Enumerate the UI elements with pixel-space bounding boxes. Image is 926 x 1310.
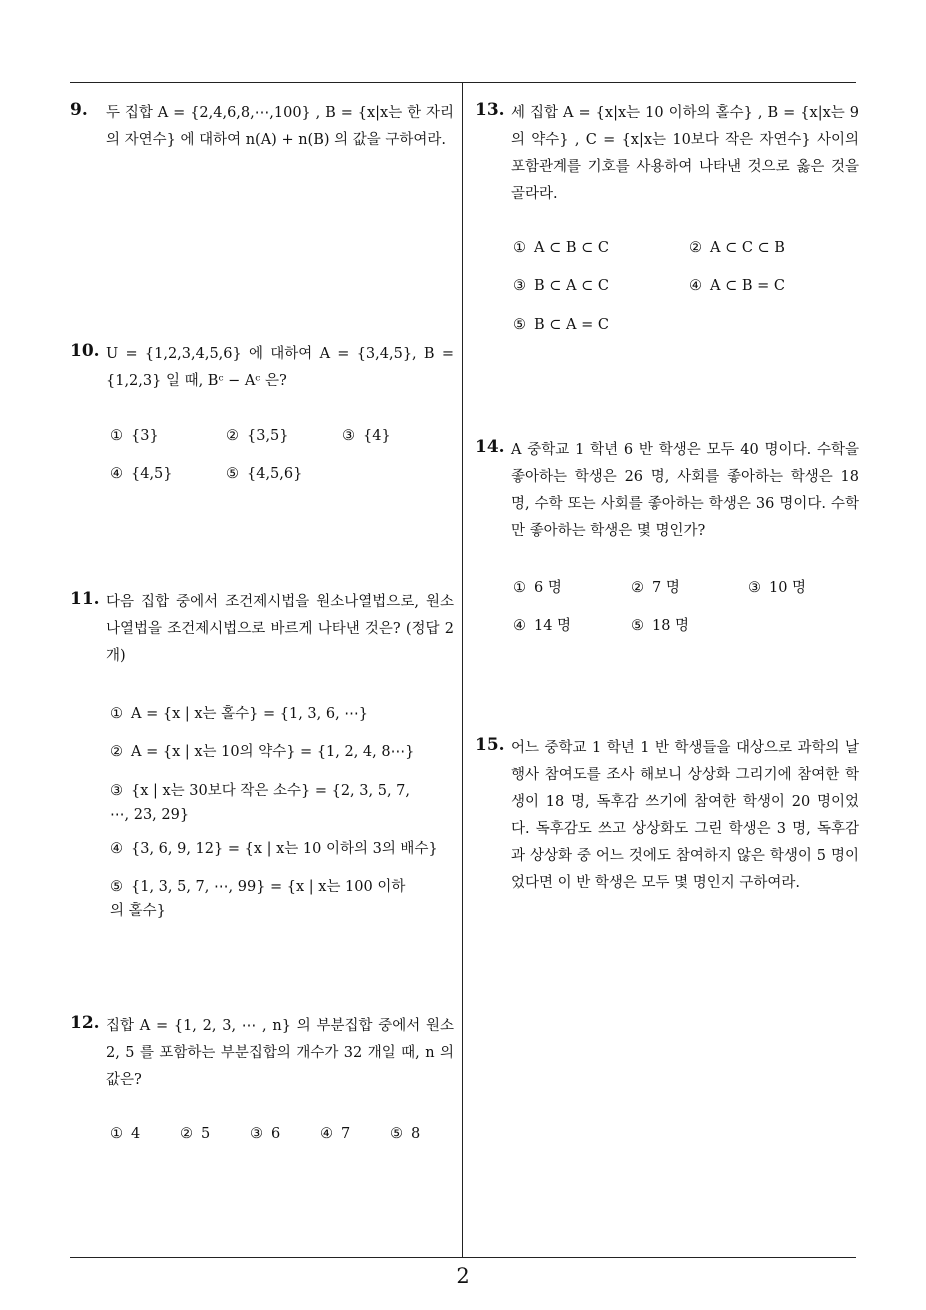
option-1[interactable]: ① A = {x | x는 홀수} = {1, 3, 6, ⋯} xyxy=(110,706,369,722)
question-14 xyxy=(475,437,859,545)
option-2[interactable]: ② 7 명 xyxy=(631,580,680,596)
option-4[interactable]: ④ A ⊂ B = C xyxy=(689,278,785,294)
question-10 xyxy=(70,341,454,395)
question-stem: 두 집합 A = {2,4,6,8,⋯,100} , B = {x|x는 한 자리의 자연수} 에 대하여 n(A) + n(B) 의 값을 구하여라. xyxy=(106,105,454,148)
option-3[interactable]: ③ B ⊂ A ⊂ C xyxy=(513,278,609,294)
option-1[interactable]: ① 6 명 xyxy=(513,580,562,596)
question-stem: A 중학교 1 학년 6 반 학생은 모두 40 명이다. 수학을 좋아하는 학생은 26 명, 사회를 좋아하는 학생은 18 명, 수학 또는 사회를 좋아하는 학생은 36 명이다. 수학만 좋아하는 학생은 몇 명인가? xyxy=(511,442,859,539)
option-5[interactable]: ⑤ 18 명 xyxy=(631,618,690,634)
option-2[interactable]: ② 5 xyxy=(180,1126,211,1142)
question-number: 13. xyxy=(475,100,505,120)
question-stem: 집합 A = {1, 2, 3, ⋯ , n} 의 부분집합 중에서 원소 2, 5 를 포함하는 부분집합의 개수가 32 개일 때, n 의 값은? xyxy=(106,1018,454,1088)
option-5[interactable]: ⑤ {1, 3, 5, 7, ⋯, 99} = {x | x는 100 이하의 홀수} xyxy=(110,879,406,919)
option-2[interactable]: ② A ⊂ C ⊂ B xyxy=(689,240,785,256)
question-number: 15. xyxy=(475,735,505,755)
option-4[interactable]: ④ {3, 6, 9, 12} = {x | x는 10 이하의 3의 배수} xyxy=(110,841,438,857)
question-stem: U = {1,2,3,4,5,6} 에 대하여 A = {3,4,5}, B = {1,2,3} 일 때, Bᶜ − Aᶜ 은? xyxy=(106,346,454,389)
option-5[interactable]: ⑤ 8 xyxy=(390,1126,421,1142)
option-1[interactable]: ① 4 xyxy=(110,1126,141,1142)
question-stem: 어느 중학교 1 학년 1 반 학생들을 대상으로 과학의 날 행사 참여도를 조사 해보니 상상화 그리기에 참여한 학생이 18 명, 독후감 쓰기에 참여한 학생이 20 명이었다. 독후감도 쓰고 상상화도 그린 학생은 3 명, 독후감과 상상화 중 어느 것에도 참여하지 않은 학생이 5 명이었다면 이 반 학생은 모두 몇 명인지 구하여라. xyxy=(511,740,859,891)
question-number: 9. xyxy=(70,100,88,120)
question-stem: 다음 집합 중에서 조건제시법을 원소나열법으로, 원소나열법을 조건제시법으로 바르게 나타낸 것은? (정답 2 개) xyxy=(106,594,454,664)
option-2[interactable]: ② A = {x | x는 10의 약수} = {1, 2, 4, 8⋯} xyxy=(110,744,415,760)
option-4[interactable]: ④ 14 명 xyxy=(513,618,572,634)
question-number: 14. xyxy=(475,437,505,457)
question-number: 12. xyxy=(70,1013,100,1033)
question-9 xyxy=(70,100,454,154)
option-5[interactable]: ⑤ B ⊂ A = C xyxy=(513,317,609,333)
option-2[interactable]: ② {3,5} xyxy=(226,428,289,444)
question-number: 10. xyxy=(70,341,100,361)
top-rule xyxy=(70,82,856,83)
bottom-rule xyxy=(70,1257,856,1258)
option-3[interactable]: ③ 6 xyxy=(250,1126,281,1142)
column-divider xyxy=(462,82,463,1257)
page-number: 2 xyxy=(456,1264,470,1288)
option-4[interactable]: ④ 7 xyxy=(320,1126,351,1142)
option-1[interactable]: ① A ⊂ B ⊂ C xyxy=(513,240,609,256)
question-11 xyxy=(70,589,454,670)
option-1[interactable]: ① {3} xyxy=(110,428,159,444)
question-12 xyxy=(70,1013,454,1094)
question-stem: 세 집합 A = {x|x는 10 이하의 홀수} , B = {x|x는 9의 약수} , C = {x|x는 10보다 작은 자연수} 사이의 포함관계를 기호를 사용하여 나타낸 것으로 옳은 것을 골라라. xyxy=(511,105,859,202)
option-5[interactable]: ⑤ {4,5,6} xyxy=(226,466,303,482)
option-3[interactable]: ③ {x | x는 30보다 작은 소수} = {2, 3, 5, 7, ⋯, 23, 29} xyxy=(110,783,410,823)
option-3[interactable]: ③ {4} xyxy=(342,428,391,444)
question-number: 11. xyxy=(70,589,100,609)
question-13 xyxy=(475,100,859,208)
option-3[interactable]: ③ 10 명 xyxy=(748,580,807,596)
question-15 xyxy=(475,735,859,897)
option-4[interactable]: ④ {4,5} xyxy=(110,466,173,482)
